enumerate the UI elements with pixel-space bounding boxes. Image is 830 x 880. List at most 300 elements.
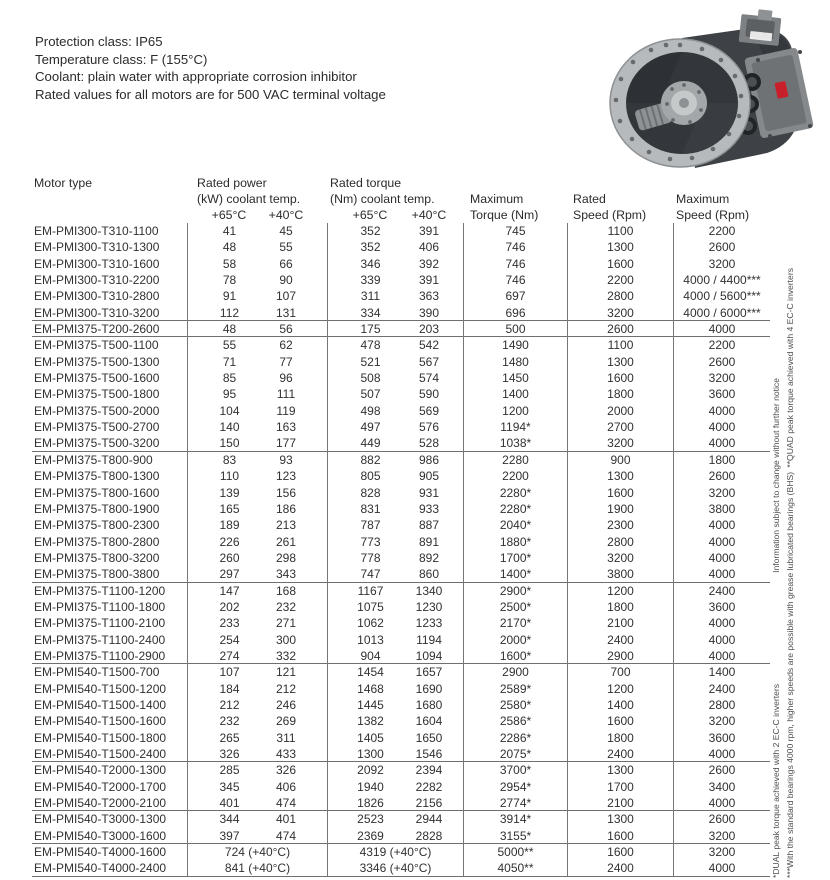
cell-power-40c: 123 bbox=[275, 469, 297, 484]
cell-max-torque: 2280 bbox=[463, 452, 567, 468]
cell-power-65c: 147 bbox=[187, 583, 257, 599]
cell-power-65c: 91 bbox=[187, 288, 257, 304]
cell-max-speed: 3200 bbox=[673, 713, 770, 729]
cell-max-speed: 2200 bbox=[673, 337, 770, 353]
cell-rated-speed: 1400 bbox=[567, 697, 673, 713]
cell-motor-type: EM-PMI375-T1100-2400 bbox=[34, 632, 166, 647]
cell-motor-type: EM-PMI300-T310-3200 bbox=[34, 305, 160, 320]
cell-motor-type: EM-PMI375-T800-3800 bbox=[34, 567, 160, 582]
table-row bbox=[32, 321, 770, 337]
cell-motor-type: EM-PMI375-T800-1300 bbox=[34, 469, 160, 484]
cell-max-torque: 2280* bbox=[463, 501, 567, 517]
cell-power-40c: 177 bbox=[275, 436, 297, 451]
motor-product-photo bbox=[600, 8, 825, 170]
cell-power-40c: 56 bbox=[279, 322, 293, 337]
cell-rated-speed: 2400 bbox=[567, 860, 673, 876]
cell-motor-type: EM-PMI540-T1500-1600 bbox=[34, 714, 167, 729]
cell-power-65c: 150 bbox=[187, 435, 257, 451]
cell-power-65c: 48 bbox=[187, 321, 257, 337]
cell-torque-65c: 747 bbox=[327, 566, 395, 582]
table-row bbox=[32, 632, 770, 648]
cell-rated-speed: 3200 bbox=[567, 435, 673, 451]
cell-torque-65c: 1454 bbox=[327, 664, 395, 680]
cell-torque-40c: 1233 bbox=[415, 616, 443, 631]
cell-max-speed: 3200 bbox=[673, 256, 770, 272]
cell-max-speed: 4000 bbox=[673, 419, 770, 435]
cell-max-torque: 500 bbox=[463, 321, 567, 337]
cell-power-40c: 96 bbox=[279, 371, 293, 386]
cell-motor-type: EM-PMI375-T800-2800 bbox=[34, 534, 160, 549]
cell-power-65c: 297 bbox=[187, 566, 257, 582]
cell-max-torque: 4050** bbox=[463, 860, 567, 876]
cell-power-65c: 274 bbox=[187, 648, 257, 664]
cell-power-40c: 163 bbox=[275, 420, 297, 435]
table-row bbox=[32, 762, 770, 778]
cell-max-torque: 746 bbox=[463, 239, 567, 255]
table-row bbox=[32, 534, 770, 550]
cell-torque-40c: 391 bbox=[418, 224, 440, 238]
cell-power-65c: 397 bbox=[187, 828, 257, 844]
cell-max-speed: 4000 bbox=[673, 746, 770, 762]
cell-power-65c: 212 bbox=[187, 697, 257, 713]
cell-torque-40c: 390 bbox=[418, 305, 440, 320]
cell-torque-40c: 2282 bbox=[415, 779, 443, 794]
cell-torque-65c: 478 bbox=[327, 337, 395, 353]
cell-power-65c: 345 bbox=[187, 779, 257, 795]
cell-rated-speed: 2900 bbox=[567, 648, 673, 664]
cell-motor-type: EM-PMI375-T500-1600 bbox=[34, 371, 160, 386]
table-row bbox=[32, 435, 770, 451]
table-row bbox=[32, 288, 770, 304]
cell-rated-speed: 1800 bbox=[567, 386, 673, 402]
cell-rated-speed: 2100 bbox=[567, 615, 673, 631]
cell-rated-speed: 1300 bbox=[567, 354, 673, 370]
cell-max-torque: 2900 bbox=[463, 664, 567, 680]
cell-torque-40c: 542 bbox=[418, 338, 440, 353]
table-row bbox=[32, 272, 770, 288]
cell-power-65c: 184 bbox=[187, 681, 257, 697]
cell-torque-65c: 352 bbox=[327, 239, 395, 255]
cell-torque-65c: 805 bbox=[327, 468, 395, 484]
col-header-power-40c: +40°C bbox=[268, 208, 304, 222]
footnote-dual: *DUAL peak torque achieved with 2 EC-C inverters bbox=[771, 683, 781, 878]
col-header-torque-65c: +65°C bbox=[352, 208, 388, 222]
cell-power-65c: 326 bbox=[187, 746, 257, 762]
cell-torque-65c: 787 bbox=[327, 517, 395, 533]
cell-rated-speed: 1600 bbox=[567, 828, 673, 844]
cell-power-40c: 212 bbox=[275, 681, 297, 696]
cell-torque-40c: 567 bbox=[418, 354, 440, 369]
cell-motor-type: EM-PMI300-T310-2800 bbox=[34, 289, 160, 304]
cell-power-40c: 107 bbox=[275, 289, 297, 304]
cell-power-65c: 55 bbox=[187, 337, 257, 353]
cell-power-40c: 93 bbox=[279, 452, 293, 467]
cell-power-65c: 165 bbox=[187, 501, 257, 517]
cell-torque-65c: 449 bbox=[327, 435, 395, 451]
spec-info-block bbox=[35, 33, 386, 103]
cell-rated-speed: 2200 bbox=[567, 272, 673, 288]
cell-torque-40c: 1340 bbox=[415, 583, 443, 598]
cell-max-torque: 1038* bbox=[463, 435, 567, 451]
cell-power-65c: 104 bbox=[187, 403, 257, 419]
cell-motor-type: EM-PMI375-T1100-1800 bbox=[34, 599, 166, 614]
cell-power-40c: 246 bbox=[275, 697, 297, 712]
cell-rated-speed: 1100 bbox=[567, 337, 673, 353]
cell-torque-65c: 346 bbox=[327, 256, 395, 272]
footnote-column-outer bbox=[785, 268, 796, 878]
cell-max-torque: 1480 bbox=[463, 354, 567, 370]
cell-rated-speed: 1800 bbox=[567, 599, 673, 615]
cell-torque-40c: 891 bbox=[418, 534, 440, 549]
cell-motor-type: EM-PMI540-T3000-1300 bbox=[34, 812, 167, 827]
cell-power-40c: 156 bbox=[275, 485, 297, 500]
cell-max-speed: 2600 bbox=[673, 762, 770, 778]
cell-power-65c: 48 bbox=[187, 239, 257, 255]
cell-motor-type: EM-PMI540-T3000-1600 bbox=[34, 828, 167, 843]
table-header bbox=[32, 175, 770, 223]
cell-max-torque: 2954* bbox=[463, 779, 567, 795]
cell-max-torque: 5000** bbox=[463, 844, 567, 860]
cell-motor-type: EM-PMI375-T1100-1200 bbox=[34, 583, 166, 598]
table-row bbox=[32, 779, 770, 795]
table-row bbox=[32, 256, 770, 272]
cell-rated-speed: 2000 bbox=[567, 403, 673, 419]
footnote-disclaimer: Information subject to change without further notice bbox=[771, 378, 781, 573]
table-row bbox=[32, 583, 770, 599]
cell-power-65c: 107 bbox=[187, 664, 257, 680]
spec-line-coolant: Coolant: plain water with appropriate corrosion inhibitor bbox=[35, 69, 357, 84]
cell-torque-65c: 508 bbox=[327, 370, 395, 386]
cell-rated-speed: 1800 bbox=[567, 730, 673, 746]
table-row bbox=[32, 485, 770, 501]
table-row bbox=[32, 239, 770, 255]
cell-rated-speed: 3800 bbox=[567, 566, 673, 582]
cell-torque-40c: 569 bbox=[418, 403, 440, 418]
spec-line-protection: Protection class: IP65 bbox=[35, 34, 163, 49]
cell-motor-type: EM-PMI540-T2000-2100 bbox=[34, 796, 167, 811]
spec-line-rated-values: Rated values for all motors are for 500 VAC terminal voltage bbox=[35, 86, 386, 102]
cell-torque-65c: 334 bbox=[327, 305, 395, 321]
cell-max-torque: 2900* bbox=[463, 583, 567, 599]
cell-rated-torque-merged: 3346 (+40°C) bbox=[327, 860, 463, 876]
cell-torque-40c: 2156 bbox=[415, 796, 443, 811]
cell-max-speed: 1400 bbox=[673, 664, 770, 680]
table-row bbox=[32, 354, 770, 370]
cell-power-65c: 226 bbox=[187, 534, 257, 550]
cell-power-65c: 265 bbox=[187, 730, 257, 746]
table-row bbox=[32, 713, 770, 729]
cell-torque-40c: 1650 bbox=[415, 730, 443, 745]
cell-torque-65c: 882 bbox=[327, 452, 395, 468]
cell-rated-speed: 1300 bbox=[567, 811, 673, 827]
cell-power-65c: 139 bbox=[187, 485, 257, 501]
cell-max-speed: 3600 bbox=[673, 730, 770, 746]
table-row bbox=[32, 419, 770, 435]
cell-max-speed: 4000 bbox=[673, 321, 770, 337]
cell-torque-40c: 860 bbox=[418, 567, 440, 582]
cell-torque-65c: 339 bbox=[327, 272, 395, 288]
footnote-column-inner bbox=[771, 378, 782, 878]
motor-spec-table bbox=[32, 175, 770, 877]
table-row bbox=[32, 860, 770, 876]
cell-torque-40c: 986 bbox=[418, 452, 440, 467]
cell-power-40c: 474 bbox=[275, 828, 297, 843]
cell-motor-type: EM-PMI540-T4000-2400 bbox=[34, 861, 167, 876]
cell-max-speed: 2400 bbox=[673, 583, 770, 599]
cell-motor-type: EM-PMI375-T500-2000 bbox=[34, 403, 160, 418]
cell-max-speed: 2600 bbox=[673, 239, 770, 255]
cell-rated-speed: 1900 bbox=[567, 501, 673, 517]
cell-power-65c: 58 bbox=[187, 256, 257, 272]
cell-max-speed: 3400 bbox=[673, 779, 770, 795]
cell-max-torque: 1700* bbox=[463, 550, 567, 566]
cell-max-torque: 697 bbox=[463, 288, 567, 304]
cell-max-torque: 3700* bbox=[463, 762, 567, 778]
cell-rated-speed: 2800 bbox=[567, 288, 673, 304]
cell-motor-type: EM-PMI375-T800-3200 bbox=[34, 550, 160, 565]
cell-torque-65c: 1075 bbox=[327, 599, 395, 615]
col-header-rated-speed-line2: Speed (Rpm) bbox=[573, 208, 647, 222]
cell-max-speed: 4000 bbox=[673, 648, 770, 664]
cell-max-speed: 3200 bbox=[673, 485, 770, 501]
cell-motor-type: EM-PMI540-T4000-1600 bbox=[34, 845, 167, 860]
cell-rated-speed: 1300 bbox=[567, 239, 673, 255]
cell-max-torque: 3155* bbox=[463, 828, 567, 844]
cell-power-40c: 168 bbox=[275, 583, 297, 598]
cell-rated-speed: 3200 bbox=[567, 550, 673, 566]
cell-torque-65c: 521 bbox=[327, 354, 395, 370]
cell-power-40c: 261 bbox=[275, 534, 297, 549]
table-row bbox=[32, 697, 770, 713]
cell-max-speed: 4000 bbox=[673, 632, 770, 648]
cell-max-torque: 1200 bbox=[463, 403, 567, 419]
cell-motor-type: EM-PMI540-T1500-2400 bbox=[34, 747, 167, 761]
cell-torque-65c: 831 bbox=[327, 501, 395, 517]
cell-motor-type: EM-PMI300-T310-1600 bbox=[34, 256, 160, 271]
cell-power-65c: 233 bbox=[187, 615, 257, 631]
cell-max-torque: 2280* bbox=[463, 485, 567, 501]
cell-power-65c: 112 bbox=[187, 305, 257, 321]
cell-torque-40c: 590 bbox=[418, 387, 440, 402]
cell-power-65c: 254 bbox=[187, 632, 257, 648]
cell-power-65c: 140 bbox=[187, 419, 257, 435]
col-header-max-torque-line1: Maximum bbox=[470, 192, 524, 206]
cell-motor-type: EM-PMI375-T500-1800 bbox=[34, 387, 160, 402]
table-row bbox=[32, 386, 770, 402]
table-row bbox=[32, 615, 770, 631]
cell-rated-speed: 2800 bbox=[567, 534, 673, 550]
cell-max-speed: 4000 bbox=[673, 534, 770, 550]
cell-torque-40c: 1094 bbox=[415, 648, 443, 663]
cell-max-torque: 1600* bbox=[463, 648, 567, 664]
cell-torque-65c: 311 bbox=[327, 288, 395, 304]
col-header-torque-40c: +40°C bbox=[411, 208, 447, 222]
cell-torque-65c: 778 bbox=[327, 550, 395, 566]
cell-max-speed: 4000 bbox=[673, 435, 770, 451]
col-header-power-65c: +65°C bbox=[211, 208, 247, 222]
col-header-max-speed-line2: Speed (Rpm) bbox=[676, 208, 750, 222]
cell-max-speed: 3600 bbox=[673, 386, 770, 402]
cell-power-65c: 71 bbox=[187, 354, 257, 370]
cell-power-40c: 401 bbox=[275, 812, 297, 827]
cell-motor-type: EM-PMI375-T1100-2100 bbox=[34, 616, 166, 631]
cell-power-40c: 433 bbox=[275, 747, 297, 761]
cell-torque-65c: 773 bbox=[327, 534, 395, 550]
cell-max-torque: 1400 bbox=[463, 386, 567, 402]
cell-power-65c: 110 bbox=[187, 468, 257, 484]
cell-torque-40c: 574 bbox=[418, 371, 440, 386]
cell-torque-65c: 1300 bbox=[327, 746, 395, 762]
cell-rated-speed: 1600 bbox=[567, 844, 673, 860]
cell-max-torque: 746 bbox=[463, 272, 567, 288]
cell-max-torque: 1880* bbox=[463, 534, 567, 550]
cell-torque-65c: 1940 bbox=[327, 779, 395, 795]
table-row bbox=[32, 566, 770, 582]
table-row bbox=[32, 746, 770, 762]
cell-max-speed: 4000 / 5600*** bbox=[673, 288, 770, 304]
cell-rated-speed: 1300 bbox=[567, 468, 673, 484]
cell-power-65c: 78 bbox=[187, 272, 257, 288]
cell-torque-65c: 1468 bbox=[327, 681, 395, 697]
cell-torque-40c: 2944 bbox=[415, 812, 443, 827]
cell-max-speed: 2600 bbox=[673, 811, 770, 827]
cell-motor-type: EM-PMI540-T1500-1800 bbox=[34, 730, 167, 745]
cell-torque-65c: 1382 bbox=[327, 713, 395, 729]
cell-torque-40c: 1230 bbox=[415, 599, 443, 614]
cell-power-40c: 131 bbox=[275, 305, 297, 320]
cell-rated-speed: 2700 bbox=[567, 419, 673, 435]
cell-rated-speed: 700 bbox=[567, 664, 673, 680]
cell-max-speed: 4000 bbox=[673, 403, 770, 419]
cell-motor-type: EM-PMI540-T2000-1300 bbox=[34, 763, 167, 778]
cell-rated-speed: 2100 bbox=[567, 795, 673, 811]
cell-max-torque: 2589* bbox=[463, 681, 567, 697]
table-row bbox=[32, 501, 770, 517]
cell-torque-40c: 1680 bbox=[415, 697, 443, 712]
cell-motor-type: EM-PMI540-T1500-700 bbox=[34, 665, 160, 680]
col-header-rated-torque: Rated torque bbox=[330, 176, 402, 190]
footnote-quad: **QUAD peak torque achieved with 4 EC-C inverters bbox=[785, 268, 795, 468]
cell-torque-65c: 1445 bbox=[327, 697, 395, 713]
table-row bbox=[32, 844, 770, 860]
table-row bbox=[32, 452, 770, 468]
cell-max-torque: 2200 bbox=[463, 468, 567, 484]
cell-torque-40c: 406 bbox=[418, 240, 440, 255]
cell-torque-40c: 905 bbox=[418, 469, 440, 484]
cell-power-65c: 41 bbox=[187, 223, 257, 239]
cell-max-speed: 4000 / 6000*** bbox=[673, 305, 770, 321]
table-row bbox=[32, 517, 770, 533]
cell-max-torque: 2774* bbox=[463, 795, 567, 811]
cell-rated-speed: 1600 bbox=[567, 713, 673, 729]
col-header-max-speed-line1: Maximum bbox=[676, 192, 730, 206]
cell-power-40c: 121 bbox=[275, 665, 297, 680]
cell-rated-speed: 1100 bbox=[567, 223, 673, 239]
cell-torque-65c: 497 bbox=[327, 419, 395, 435]
cell-rated-speed: 2300 bbox=[567, 517, 673, 533]
cell-rated-speed: 1600 bbox=[567, 370, 673, 386]
cell-motor-type: EM-PMI375-T800-2300 bbox=[34, 518, 160, 533]
cell-torque-65c: 2523 bbox=[327, 811, 395, 827]
cell-torque-65c: 904 bbox=[327, 648, 395, 664]
cell-rated-speed: 2400 bbox=[567, 632, 673, 648]
cell-power-65c: 401 bbox=[187, 795, 257, 811]
cell-max-speed: 4000 / 4400*** bbox=[673, 272, 770, 288]
cell-power-40c: 474 bbox=[275, 796, 297, 811]
cell-torque-40c: 203 bbox=[418, 322, 440, 337]
cell-power-65c: 95 bbox=[187, 386, 257, 402]
cell-torque-40c: 1690 bbox=[415, 681, 443, 696]
cell-max-speed: 4000 bbox=[673, 615, 770, 631]
cell-torque-40c: 1546 bbox=[415, 747, 443, 761]
cell-torque-65c: 1062 bbox=[327, 615, 395, 631]
cell-torque-40c: 392 bbox=[418, 256, 440, 271]
col-subheader-power-unit: (kW) coolant temp. bbox=[197, 192, 301, 206]
cell-power-40c: 77 bbox=[279, 354, 293, 369]
col-header-rated-power: Rated power bbox=[197, 176, 267, 190]
cell-rated-speed: 1300 bbox=[567, 762, 673, 778]
cell-max-torque: 1450 bbox=[463, 370, 567, 386]
cell-max-torque: 2586* bbox=[463, 713, 567, 729]
cell-motor-type: EM-PMI375-T500-1100 bbox=[34, 338, 159, 353]
cell-power-40c: 186 bbox=[275, 501, 297, 516]
col-header-max-torque-line2: Torque (Nm) bbox=[470, 208, 539, 222]
cell-torque-40c: 1194 bbox=[416, 632, 442, 647]
cell-power-40c: 213 bbox=[275, 518, 297, 533]
cell-motor-type: EM-PMI300-T310-2200 bbox=[34, 273, 160, 288]
cell-max-torque: 1400* bbox=[463, 566, 567, 582]
cell-torque-40c: 887 bbox=[418, 518, 440, 533]
cell-torque-40c: 528 bbox=[418, 436, 440, 451]
cell-max-speed: 2400 bbox=[673, 681, 770, 697]
cell-max-speed: 2600 bbox=[673, 354, 770, 370]
cell-max-torque: 746 bbox=[463, 256, 567, 272]
table-row bbox=[32, 370, 770, 386]
cell-max-torque: 1194* bbox=[463, 419, 567, 435]
cell-max-torque: 2000* bbox=[463, 632, 567, 648]
table-row bbox=[32, 730, 770, 746]
cell-max-torque: 3914* bbox=[463, 811, 567, 827]
cell-rated-speed: 1700 bbox=[567, 779, 673, 795]
top-terminal-box bbox=[739, 9, 782, 46]
table-row bbox=[32, 550, 770, 566]
cell-power-40c: 326 bbox=[275, 763, 297, 778]
cell-power-65c: 285 bbox=[187, 762, 257, 778]
cell-max-speed: 4000 bbox=[673, 860, 770, 876]
cell-max-speed: 3200 bbox=[673, 370, 770, 386]
cell-torque-65c: 352 bbox=[327, 223, 395, 239]
cell-power-65c: 83 bbox=[187, 452, 257, 468]
cell-power-40c: 406 bbox=[275, 779, 297, 794]
table-row bbox=[32, 648, 770, 664]
cell-rated-speed: 900 bbox=[567, 452, 673, 468]
cell-motor-type: EM-PMI375-T500-2700 bbox=[34, 420, 160, 435]
cell-power-65c: 189 bbox=[187, 517, 257, 533]
cell-power-40c: 55 bbox=[279, 240, 293, 255]
cell-max-speed: 2800 bbox=[673, 697, 770, 713]
cell-motor-type: EM-PMI375-T800-1900 bbox=[34, 501, 160, 516]
cell-motor-type: EM-PMI540-T2000-1700 bbox=[34, 779, 167, 794]
table-body bbox=[32, 223, 770, 877]
cell-power-40c: 311 bbox=[276, 730, 296, 745]
table-row bbox=[32, 828, 770, 844]
cell-power-40c: 271 bbox=[275, 616, 297, 631]
table-row bbox=[32, 664, 770, 680]
table-row bbox=[32, 403, 770, 419]
cell-power-40c: 90 bbox=[279, 273, 293, 288]
cell-rated-power-merged: 841 (+40°C) bbox=[187, 860, 327, 876]
cell-torque-40c: 1604 bbox=[415, 714, 443, 729]
